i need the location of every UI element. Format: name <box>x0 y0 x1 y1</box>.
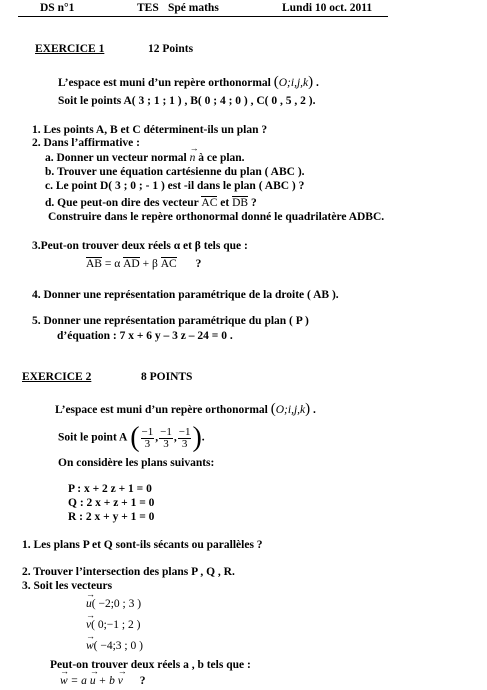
ex1-q2b: b. Trouver une équation cartésienne du plan ( ABC ). <box>45 166 305 178</box>
ex2-q2: 2. Trouver l’intersection des plans P , Q , R. <box>22 566 235 578</box>
header-ds: DS n°1 <box>40 2 75 14</box>
ex1-q2d: d. Que peut-on dire des vecteur AC et DB ? <box>45 197 257 209</box>
ex1-q2e: Construire dans le repère orthonormal donné le quadrilatère ADBC. <box>48 211 385 223</box>
ex2-point-a: Soit le point A ( $\frac{-1}{3}$ , $\frac{-1}{3}$ , $\frac{-1}{3}$ ). <box>58 422 205 453</box>
ex1-intro1: L’espace est muni d’un repère orthonormal (O;i,j,k) . <box>58 74 319 90</box>
vector-v-eq: → v <box>118 676 123 688</box>
ex1-q4: 4. Donner une représentation paramétrique de la droite ( AB ). <box>32 289 339 301</box>
vector-ac-2: AC <box>160 258 177 270</box>
frac-2: $\frac{-1}{3}$ <box>160 425 172 450</box>
vector-ac: AC <box>201 197 218 209</box>
ex2-q3b: Peut-on trouver deux réels a , b tels que : <box>50 659 251 671</box>
ex2-q1: 1. Les plans P et Q sont-ils sécants ou parallèles ? <box>22 539 263 551</box>
plane-p: P : x + 2 z + 1 = 0 <box>68 483 152 495</box>
header-underline <box>18 16 388 17</box>
vector-db: DB <box>232 197 249 209</box>
vector-ad: AD <box>123 258 140 270</box>
ex1-q1: 1. Les points A, B et C déterminent-ils un plan ? <box>32 124 268 136</box>
ex2-frame: O;i,j,k <box>275 404 306 416</box>
header-subject: Spé maths <box>168 2 219 14</box>
ex1-q5: 5. Donner une représentation paramétrique du plan ( P ) <box>32 315 309 327</box>
plane-r: R : 2 x + y + 1 = 0 <box>68 511 155 523</box>
ex2-points: 8 POINTS <box>141 371 193 383</box>
ex1-q5b: d’équation : 7 x + 6 y – 3 z – 24 = 0 . <box>57 330 233 342</box>
ex2-q3-equation: → w = a → u + b → v ? <box>60 676 145 688</box>
ex1-q3: 3.Peut-on trouver deux réels α et β tels que : <box>32 240 248 252</box>
ex1-q3-equation: AB = α AD + β AC ? <box>86 258 202 270</box>
ex1-q2c: c. Le point D( 3 ; 0 ; - 1 ) est -il dans le plan ( ABC ) ? <box>45 180 305 192</box>
ex1-frame: O;i,j,k <box>278 77 309 89</box>
ex2-q3: 3. Soit les vecteurs <box>22 580 113 592</box>
ex2-title: EXERCICE 2 <box>22 371 92 383</box>
vector-u-row: → u( −2;0 ; 3 ) <box>86 599 141 611</box>
vector-w-eq: → w <box>60 676 68 688</box>
ex1-intro2: Soit le points A( 3 ; 1 ; 1 ) , B( 0 ; 4 ; 0 ) , C( 0 , 5 , 2 ). <box>58 95 316 107</box>
ex1-q2: 2. Dans l’affirmative : <box>32 137 140 149</box>
header-level: TES <box>137 2 159 14</box>
frac-3: $\frac{-1}{3}$ <box>178 425 191 450</box>
vector-n: → n <box>190 153 196 165</box>
vector-v-row: → v( 0;−1 ; 2 ) <box>86 620 140 632</box>
ex1-points: 12 Points <box>148 43 194 55</box>
ex2-intro1: L’espace est muni d’un repère orthonormal (O;i,j,k) . <box>55 401 316 417</box>
vector-ab: AB <box>86 258 102 270</box>
vector-u: → u <box>86 599 92 611</box>
vector-u-eq: → u <box>90 676 96 688</box>
plane-q: Q : 2 x + z + 1 = 0 <box>68 497 155 509</box>
ex1-q2a: a. Donner un vecteur normal → n à ce plan. <box>45 153 245 165</box>
vector-v: → v <box>86 620 91 632</box>
vector-w-row: → w( −4;3 ; 0 ) <box>86 641 143 653</box>
frac-1: $\frac{-1}{3}$ <box>141 425 154 450</box>
header-date: Lundi 10 oct. 2011 <box>282 2 373 14</box>
ex2-planes-intro: On considère les plans suivants: <box>58 457 215 469</box>
vector-w: → w <box>86 641 94 653</box>
ex1-title: EXERCICE 1 <box>35 43 105 55</box>
